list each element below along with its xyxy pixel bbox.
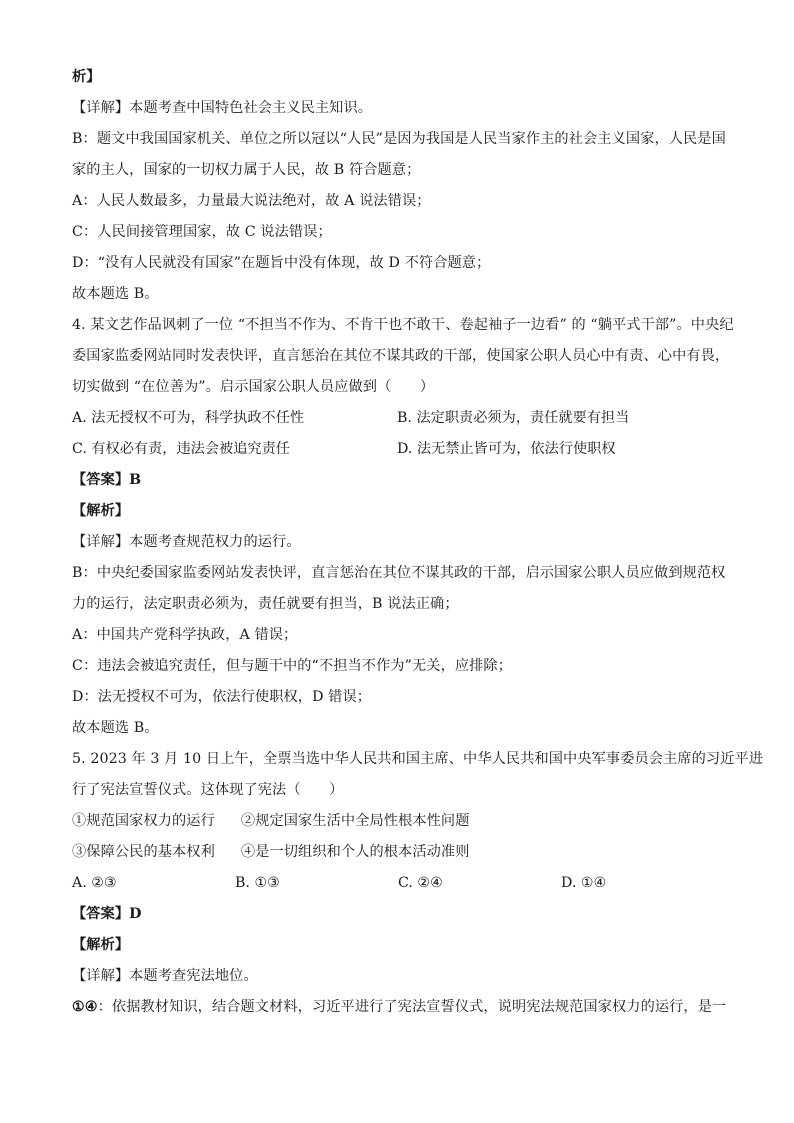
q5-explain-label: ①④ <box>72 999 98 1015</box>
q5-explain-text: ：依据教材知识，结合题文材料，习近平进行了宪法宣誓仪式，说明宪法规范国家权力的运行，是一 <box>97 999 727 1015</box>
q4-d: D：法无授权不可为，依法行使职权，D 错误； <box>72 689 372 705</box>
q5-item-4: ④是一切组织和个人的根本活动准则 <box>240 844 470 860</box>
q4-option-c: C. 有权必有责，违法会被追究责任 <box>72 441 290 457</box>
analysis-heading-tail: 析】 <box>72 69 101 85</box>
q4-answer: 【答案】B <box>72 472 142 488</box>
q3-b-line2: 家的主人，国家的一切权力属于人民，故 B 符合题意； <box>72 162 421 178</box>
q5-answer: 【答案】D <box>72 906 142 922</box>
q5-item-1: ①规范国家权力的运行 <box>72 813 215 829</box>
q4-stem-line1: 4. 某文艺作品讽刺了一位 “不担当不作为、不肯干也不敢干、卷起袖子一边看” 的 “躺平式干部”。中央纪 <box>72 317 734 333</box>
q3-b-line1: B：题文中我国国家机关、单位之所以冠以“人民”是因为我国是人民当家作主的社会主义国家，人民是国 <box>72 131 726 147</box>
q5-option-b: B. ①③ <box>235 875 280 891</box>
q5-items-row2 <box>72 837 724 868</box>
q5-analysis-heading: 【解析】 <box>72 937 130 953</box>
q4-analysis-heading: 【解析】 <box>72 503 130 519</box>
q5-explain <box>72 992 727 1023</box>
q4-b-line2: 力的运行，法定职责必须为，责任就要有担当，B 说法正确； <box>72 596 459 612</box>
q3-a: A：人民人数最多，力量最大说法绝对，故 A 说法错误； <box>72 193 431 209</box>
q5-option-a: A. ②③ <box>72 875 117 891</box>
q5-item-3: ③保障公民的基本权利 <box>72 844 215 860</box>
document-page <box>72 62 764 1023</box>
q4-options-row2 <box>72 434 724 465</box>
q4-option-b: B. 法定职责必须为，责任就要有担当 <box>397 410 630 426</box>
q5-detail: 【详解】本题考查宪法地位。 <box>72 968 258 984</box>
q4-detail: 【详解】本题考查规范权力的运行。 <box>72 534 301 550</box>
q4-b-line1: B：中央纪委国家监委网站发表快评，直言惩治在其位不谋其政的干部，启示国家公职人员应做到规范权 <box>72 565 726 581</box>
q5-option-d: D. ①④ <box>561 875 607 891</box>
q4-option-a: A. 法无授权不可为，科学执政不任性 <box>72 410 305 426</box>
q3-c: C：人民间接管理国家，故 C 说法错误； <box>72 224 332 240</box>
q5-item-2: ②规定国家生活中全局性根本性问题 <box>240 813 470 829</box>
q4-conclusion: 故本题选 B。 <box>72 720 159 736</box>
q3-conclusion: 故本题选 B。 <box>72 286 159 302</box>
q5-items-row1 <box>72 806 724 837</box>
q4-stem-line2: 委国家监委网站同时发表快评，直言惩治在其位不谋其政的干部，使国家公职人员心中有责、心中有畏， <box>72 348 730 364</box>
q3-detail: 【详解】本题考查中国特色社会主义民主知识。 <box>72 100 373 116</box>
q4-a: A：中国共产党科学执政，A 错误； <box>72 627 298 643</box>
q5-options-row <box>72 868 724 899</box>
q4-options-row1 <box>72 403 724 434</box>
q4-option-d: D. 法无禁止皆可为，依法行使职权 <box>397 441 616 457</box>
q5-stem-line2: 行了宪法宣誓仪式。这体现了宪法（ ） <box>72 782 344 798</box>
q5-stem-line1: 5. 2023 年 3 月 10 日上午，全票当选中华人民共和国主席、中华人民共和国中央军事委员会主席的习近平进 <box>72 751 764 767</box>
q4-stem-line3: 切实做到 “在位善为”。启示国家公职人员应做到（ ） <box>72 379 435 395</box>
q5-option-c: C. ②④ <box>398 875 443 891</box>
q3-d: D：“没有人民就没有国家”在题旨中没有体现，故 D 不符合题意； <box>72 255 491 271</box>
q4-c: C：违法会被追究责任，但与题干中的“不担当不作为”无关，应排除； <box>72 658 513 674</box>
